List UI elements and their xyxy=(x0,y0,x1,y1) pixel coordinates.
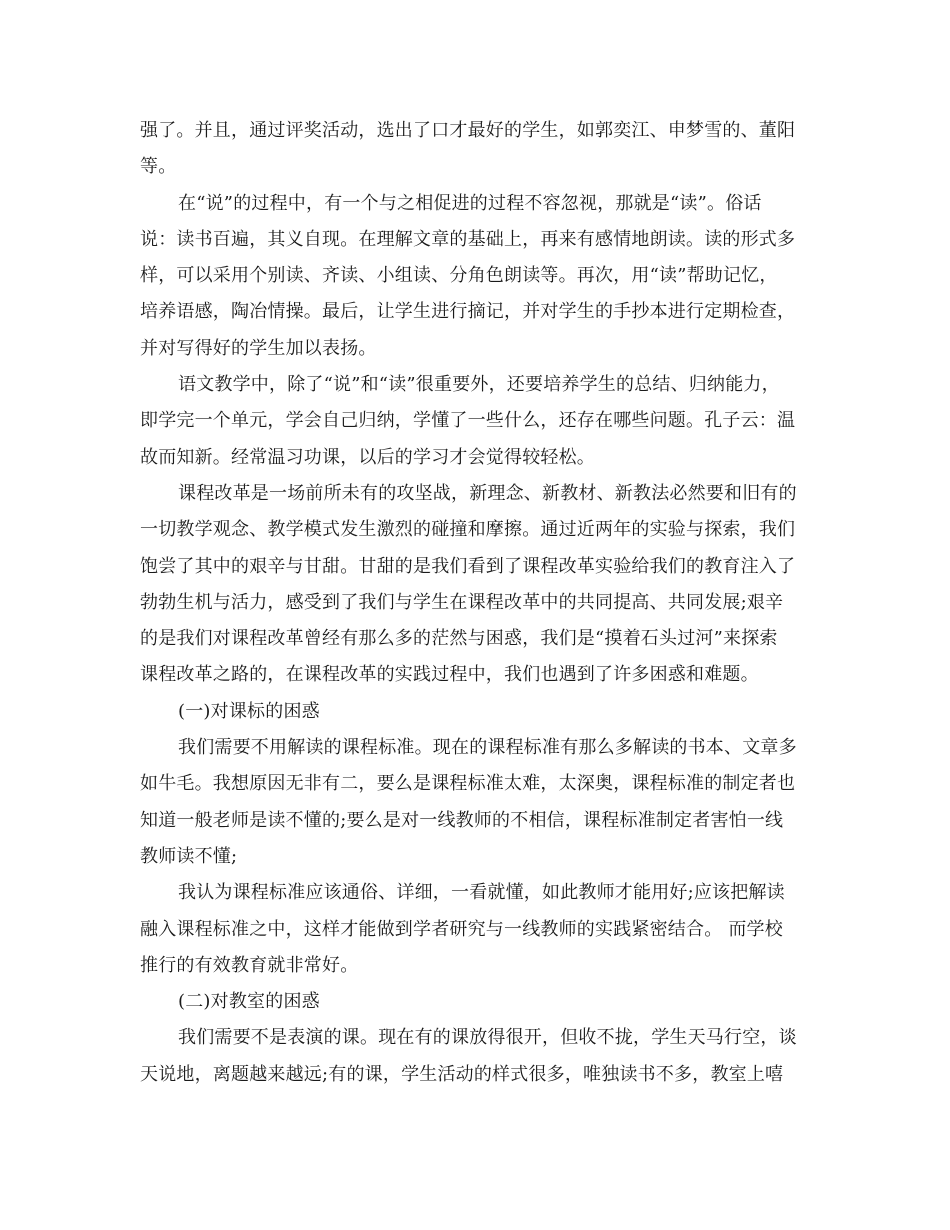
text-line: (二)对教室的困惑 xyxy=(178,991,320,1013)
text-line: 课程改革之路的，在课程改革的实践过程中，我们也遇到了许多困惑和难题。 xyxy=(140,664,759,686)
text-line: 融入课程标准之中，这样才能做到学者研究与一线教师的实践紧密结合。 而学校 xyxy=(140,918,783,940)
text-line: 样，可以采用个别读、齐读、小组读、分角色朗读等。再次，用“读”帮助记忆， xyxy=(140,265,778,287)
text-line: 等。 xyxy=(140,156,177,178)
text-line: 即学完一个单元，学会自己归纳，学懂了一些什么，还存在哪些问题。孔子云：温 xyxy=(140,410,796,432)
text-line: 并对写得好的学生加以表扬。 xyxy=(140,337,377,359)
text-line: 勃勃生机与活力，感受到了我们与学生在课程改革中的共同提高、共同发展;艰辛 xyxy=(140,591,784,613)
text-line: 天说地，离题越来越远;有的课，学生活动的样式很多，唯独读书不多，教室上嘻 xyxy=(140,1063,784,1085)
text-line: 课程改革是一场前所未有的攻坚战，新理念、新教材、新教法必然要和旧有的 xyxy=(178,482,797,504)
text-line: 教师读不懂; xyxy=(140,845,238,867)
text-line: 推行的有效教育就非常好。 xyxy=(140,954,359,976)
text-line: 一切教学观念、教学模式发生激烈的碰撞和摩擦。通过近两年的实验与探索，我们 xyxy=(140,519,796,541)
text-line: 的是我们对课程改革曾经有那么多的茫然与困惑，我们是“摸着石头过河”来探索 xyxy=(140,628,778,650)
text-line: 语文教学中，除了“说”和“读”很重要外，还要培养学生的总结、归纳能力， xyxy=(178,374,780,396)
text-line: 说：读书百遍，其义自现。在理解文章的基础上，再来有感情地朗读。读的形式多 xyxy=(140,228,796,250)
text-line: 在“说”的过程中，有一个与之相促进的过程不容忽视，那就是“读”。俗话 xyxy=(178,192,762,214)
document-body xyxy=(140,113,840,1093)
text-line: 故而知新。经常温习功课，以后的学习才会觉得较轻松。 xyxy=(140,446,595,468)
text-line: 强了。并且，通过评奖活动，选出了口才最好的学生，如郭奕江、申梦雪的、董阳 xyxy=(140,120,796,141)
text-line: 我们需要不是表演的课。现在有的课放得很开，但收不拢，学生天马行空，谈 xyxy=(178,1027,797,1049)
text-line: 知道一般老师是读不懂的;要么是对一线教师的不相信，课程标准制定者害怕一线 xyxy=(140,809,784,831)
text-line: 我认为课程标准应该通俗、详细，一看就懂，如此教师才能用好;应该把解读 xyxy=(178,882,785,904)
text-line: 饱尝了其中的艰辛与甘甜。甘甜的是我们看到了课程改革实验给我们的教育注入了 xyxy=(140,555,796,577)
text-line: 如牛毛。我想原因无非有二，要么是课程标准太难，太深奥，课程标准的制定者也 xyxy=(140,773,796,795)
text-line: 我们需要不用解读的课程标准。现在的课程标准有那么多解读的书本、文章多 xyxy=(178,737,797,759)
text-line: (一)对课标的困惑 xyxy=(178,700,320,722)
text-line: 培养语感，陶冶情操。最后，让学生进行摘记，并对学生的手抄本进行定期检查， xyxy=(140,301,796,323)
